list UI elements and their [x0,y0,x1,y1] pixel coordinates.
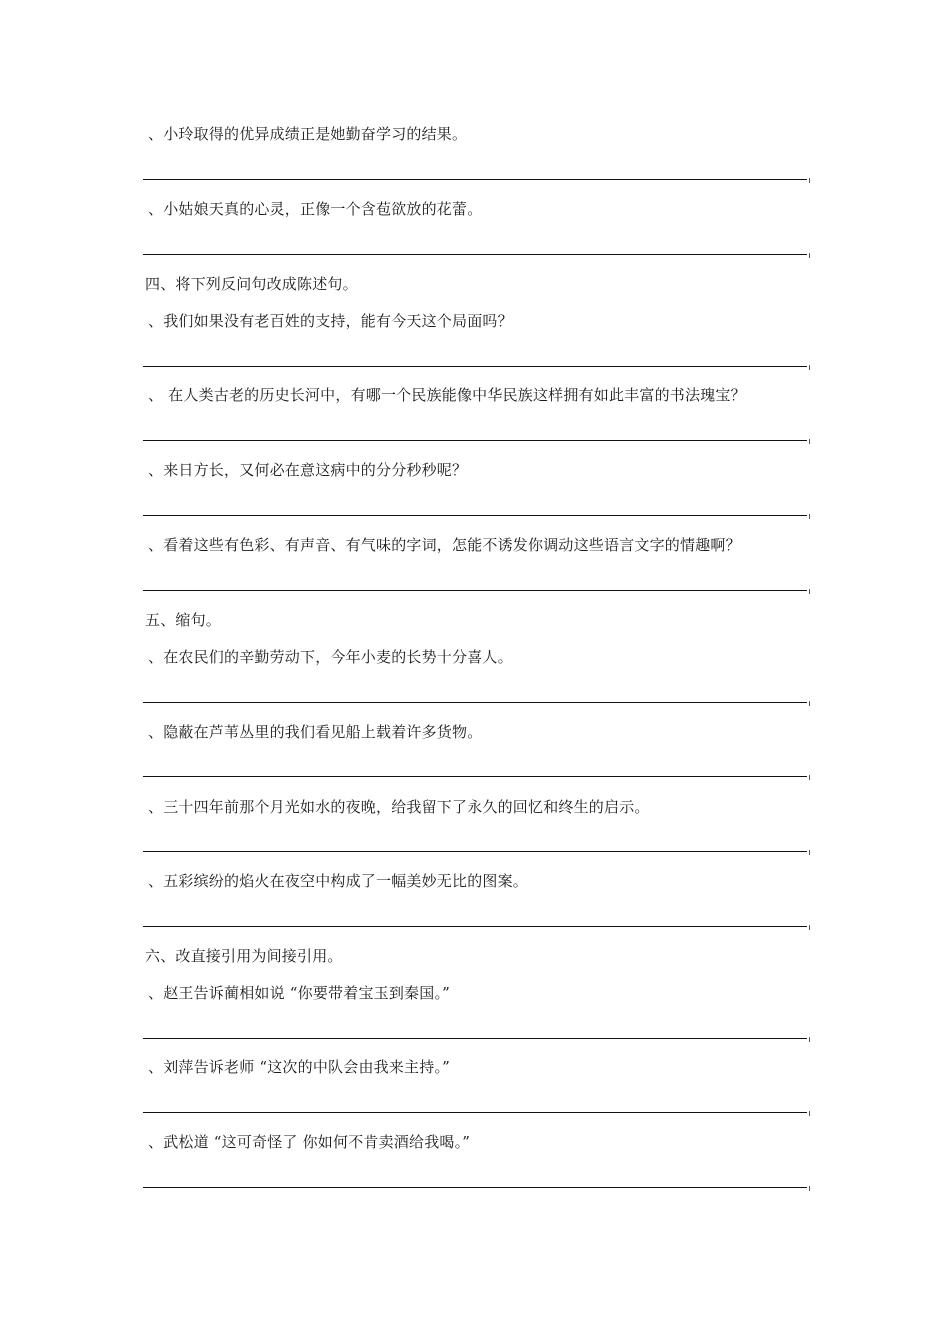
answer-line[interactable] [143,254,807,255]
line-end-mark [809,701,810,706]
answer-line[interactable] [143,776,807,777]
exercise-sentence: 、三十四年前那个月光如水的夜晚，给我留下了永久的回忆和终生的启示。 [148,798,650,816]
answer-line[interactable] [143,366,807,367]
line-end-mark [809,1037,810,1042]
exercise-sentence: 、来日方长，又何必在意这病中的分分秒秒呢？ [148,461,468,479]
line-end-mark [809,514,810,519]
exercise-sentence: 、 在人类古老的历史长河中，有哪一个民族能像中华民族这样拥有如此丰富的书法瑰宝？ [148,386,746,404]
line-end-mark [809,775,810,780]
answer-line[interactable] [143,1112,807,1113]
exercise-sentence: 、赵王告诉蔺相如说 “你要带着宝玉到秦国。” [148,984,451,1002]
line-end-mark [809,1111,810,1116]
section-heading: 五、缩句。 [145,611,222,629]
exercise-sentence: 、隐蔽在芦苇丛里的我们看见船上载着许多货物。 [148,723,483,741]
line-end-mark [809,850,810,855]
exercise-sentence: 、刘萍告诉老师 “这次的中队会由我来主持。” [148,1058,451,1076]
answer-line[interactable] [143,702,807,703]
line-end-mark [809,178,810,183]
exercise-sentence: 、在农民们的辛勤劳动下，今年小麦的长势十分喜人。 [148,648,513,666]
line-end-mark [809,589,810,594]
line-end-mark [809,365,810,370]
line-end-mark [809,1186,810,1191]
answer-line[interactable] [143,179,807,180]
exercise-sentence: 、武松道 “这可奇怪了 你如何不肯卖酒给我喝。” [148,1133,471,1151]
answer-line[interactable] [143,1038,807,1039]
exercise-sentence: 、小玲取得的优异成绩正是她勤奋学习的结果。 [148,125,468,143]
line-end-mark [809,253,810,258]
answer-line[interactable] [143,440,807,441]
section-heading: 四、将下列反问句改成陈述句。 [145,275,358,293]
line-end-mark [809,439,810,444]
answer-line[interactable] [143,1187,807,1188]
section-heading: 六、改直接引用为间接引用。 [145,947,343,965]
answer-line[interactable] [143,590,807,591]
exercise-sentence: 、我们如果没有老百姓的支持，能有今天这个局面吗？ [148,312,513,330]
exercise-sentence: 、小姑娘天真的心灵，正像一个含苞欲放的花蕾。 [148,200,483,218]
line-end-mark [809,925,810,930]
answer-line[interactable] [143,515,807,516]
answer-line[interactable] [143,926,807,927]
exercise-sentence: 、五彩缤纷的焰火在夜空中构成了一幅美妙无比的图案。 [148,872,529,890]
answer-line[interactable] [143,851,807,852]
exercise-sentence: 、看着这些有色彩、有声音、有气味的字词，怎能不诱发你调动这些语言文字的情趣啊？ [148,536,741,554]
